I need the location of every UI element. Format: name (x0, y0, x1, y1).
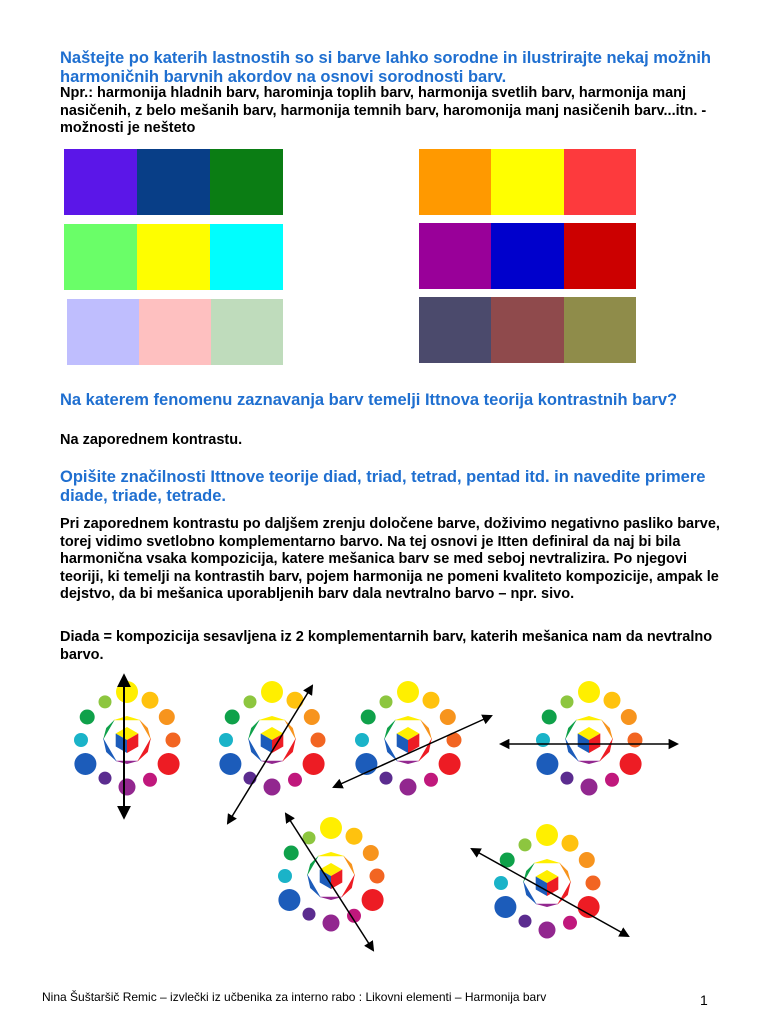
color-dot (447, 733, 462, 748)
star-point (384, 738, 398, 762)
color-dot (363, 845, 379, 861)
color-dot (278, 889, 300, 911)
star-point (601, 719, 613, 740)
color-dot (536, 753, 558, 775)
swatch (564, 223, 636, 289)
color-dot (605, 773, 619, 787)
star-point (248, 719, 260, 740)
color-dot (380, 772, 393, 785)
diada-definition: Diada = kompozicija sesavljena iz 2 komplementarnih barv, katerih mešanica nam da nevtralno barvo. (60, 629, 713, 663)
star-point (139, 719, 151, 740)
color-dot (542, 710, 557, 725)
star-point (559, 862, 571, 883)
color-dot (158, 753, 180, 775)
star-point (565, 738, 579, 762)
star-point (248, 738, 262, 762)
swatch (419, 297, 491, 363)
color-wheel-diagram (482, 818, 612, 948)
color-dot (500, 853, 515, 868)
color-dot (288, 773, 302, 787)
color-dot (519, 915, 532, 928)
star-point (384, 719, 396, 740)
question-1-answer: Npr.: harmonija hladnih barv, harominja toplih barv, harmonija svetlih barv, harmonija manj nasičenih, z belo mešanih barv, harmonija temnih barv, haromonija manj nasičenih barv...itn. - možnosti je nešteto (60, 85, 707, 136)
star-point (113, 716, 141, 720)
swatch (137, 149, 210, 215)
question-1-heading: Naštejte po katerih lastnostih so si barve lahko sorodne in ilustrirajte nekaj možnih harmoničnih barvnih akordov na osnovi sorodnosti barv. (60, 49, 712, 86)
color-wheel-diagram (62, 675, 192, 805)
color-dot (119, 779, 136, 796)
color-dot (244, 695, 257, 708)
swatch (64, 149, 137, 215)
color-dot (424, 773, 438, 787)
itten-theory-paragraph: Pri zaporednem kontrastu po daljšem zrenju določene barve, doživimo negativno pasliko barve, torej vidimo svetlobno komplementarno barvo. Na tej osnovi je Itten definiral da naj bi bila harmonična vsaka kompozicija, katere mešanica barv se med seboj nevtralizira. Po njegovi teoriji, ki temelji na kontrastih barv, pojem harmonija ne pomeni kvaliteto kompozicije, ampak le dejstvo, da bi mešanica uporabljenih barv dala nevtralno barvo – npr. sivo. (60, 516, 720, 602)
color-dot (355, 733, 369, 747)
page-footer: Nina Šuštaršič Remic – izvlečki iz učbenika za interno rabo : Likovni elementi – Harmonija barv (42, 990, 547, 1004)
color-dot (320, 817, 342, 839)
color-dot (397, 681, 419, 703)
color-dot (578, 681, 600, 703)
star-point (258, 716, 286, 720)
color-dot (304, 709, 320, 725)
color-dot (423, 692, 440, 709)
star-point (533, 859, 561, 863)
color-dot (361, 710, 376, 725)
star-point (523, 881, 537, 905)
swatch (210, 149, 283, 215)
color-dot (440, 709, 456, 725)
color-dot (620, 753, 642, 775)
swatch (211, 299, 283, 365)
star-point (420, 719, 432, 740)
color-dot (74, 733, 88, 747)
star-point (260, 761, 284, 764)
color-dot (370, 869, 385, 884)
color-dot (563, 916, 577, 930)
color-dot (287, 692, 304, 709)
color-wheel-diagram (524, 675, 654, 805)
star-point (103, 738, 117, 762)
color-wheel-diagram (266, 811, 396, 941)
page-number: 1 (700, 992, 708, 1008)
swatch (491, 149, 564, 215)
color-dot (561, 772, 574, 785)
star-point (394, 716, 422, 720)
color-dot (536, 824, 558, 846)
color-dot (346, 828, 363, 845)
swatch (137, 224, 210, 290)
swatch (64, 224, 137, 290)
color-dot (562, 835, 579, 852)
star-point (307, 874, 321, 898)
color-dot (225, 710, 240, 725)
color-dot (494, 876, 508, 890)
color-dot (604, 692, 621, 709)
star-point (577, 761, 601, 764)
color-dot (347, 909, 361, 923)
color-dot (284, 846, 299, 861)
swatch (419, 223, 491, 289)
color-dot (99, 772, 112, 785)
color-dot (74, 753, 96, 775)
swatch (491, 297, 564, 363)
color-dot (586, 876, 601, 891)
cool-colors-swatch-grid (64, 149, 283, 365)
star-point (137, 738, 151, 762)
star-point (523, 862, 535, 883)
color-dot (261, 681, 283, 703)
color-dot (244, 772, 257, 785)
star-point (575, 716, 603, 720)
color-dot (439, 753, 461, 775)
star-point (396, 761, 420, 764)
color-dot (80, 710, 95, 725)
color-dot (400, 779, 417, 796)
color-dot (536, 733, 550, 747)
color-dot (99, 695, 112, 708)
star-point (341, 874, 355, 898)
star-point (535, 904, 559, 907)
star-point (418, 738, 432, 762)
swatch (564, 149, 636, 215)
swatch (139, 299, 211, 365)
star-point (343, 855, 355, 876)
color-dot (579, 852, 595, 868)
star-point (282, 738, 296, 762)
color-wheel-diagram (207, 675, 337, 805)
swatch (564, 297, 636, 363)
color-dot (362, 889, 384, 911)
color-dot (116, 681, 138, 703)
color-dot (311, 733, 326, 748)
warm-colors-swatch-grid (419, 149, 636, 363)
color-dot (142, 692, 159, 709)
color-dot (519, 838, 532, 851)
color-dot (219, 753, 241, 775)
color-dot (628, 733, 643, 748)
color-dot (494, 896, 516, 918)
star-point (103, 719, 115, 740)
swatch (419, 149, 491, 215)
color-dot (561, 695, 574, 708)
star-point (599, 738, 613, 762)
star-point (565, 719, 577, 740)
color-dot (539, 922, 556, 939)
star-point (557, 881, 571, 905)
color-wheel-diagram (343, 675, 473, 805)
color-dot (166, 733, 181, 748)
color-dot (355, 753, 377, 775)
color-dot (303, 908, 316, 921)
color-dot (581, 779, 598, 796)
star-point (307, 855, 319, 876)
swatch (210, 224, 283, 290)
question-2-answer: Na zaporednem kontrastu. (60, 432, 243, 448)
swatch (67, 299, 139, 365)
swatch (491, 223, 564, 289)
color-dot (143, 773, 157, 787)
color-dot (578, 896, 600, 918)
color-dot (380, 695, 393, 708)
question-2-heading: Na katerem fenomenu zaznavanja barv temelji Ittnova teorija kontrastnih barv? (60, 391, 678, 409)
color-dot (159, 709, 175, 725)
color-dot (621, 709, 637, 725)
color-dot (303, 753, 325, 775)
color-dot (264, 779, 281, 796)
star-point (284, 719, 296, 740)
star-point (317, 852, 345, 856)
color-dot (278, 869, 292, 883)
star-point (115, 761, 139, 764)
color-dot (303, 831, 316, 844)
color-dot (323, 915, 340, 932)
color-dot (219, 733, 233, 747)
question-3-heading: Opišite značilnosti Ittnove teorije diad, triad, tetrad, pentad itd. in navedite primere diade, triade, tetrade. (60, 468, 706, 505)
star-point (319, 897, 343, 900)
